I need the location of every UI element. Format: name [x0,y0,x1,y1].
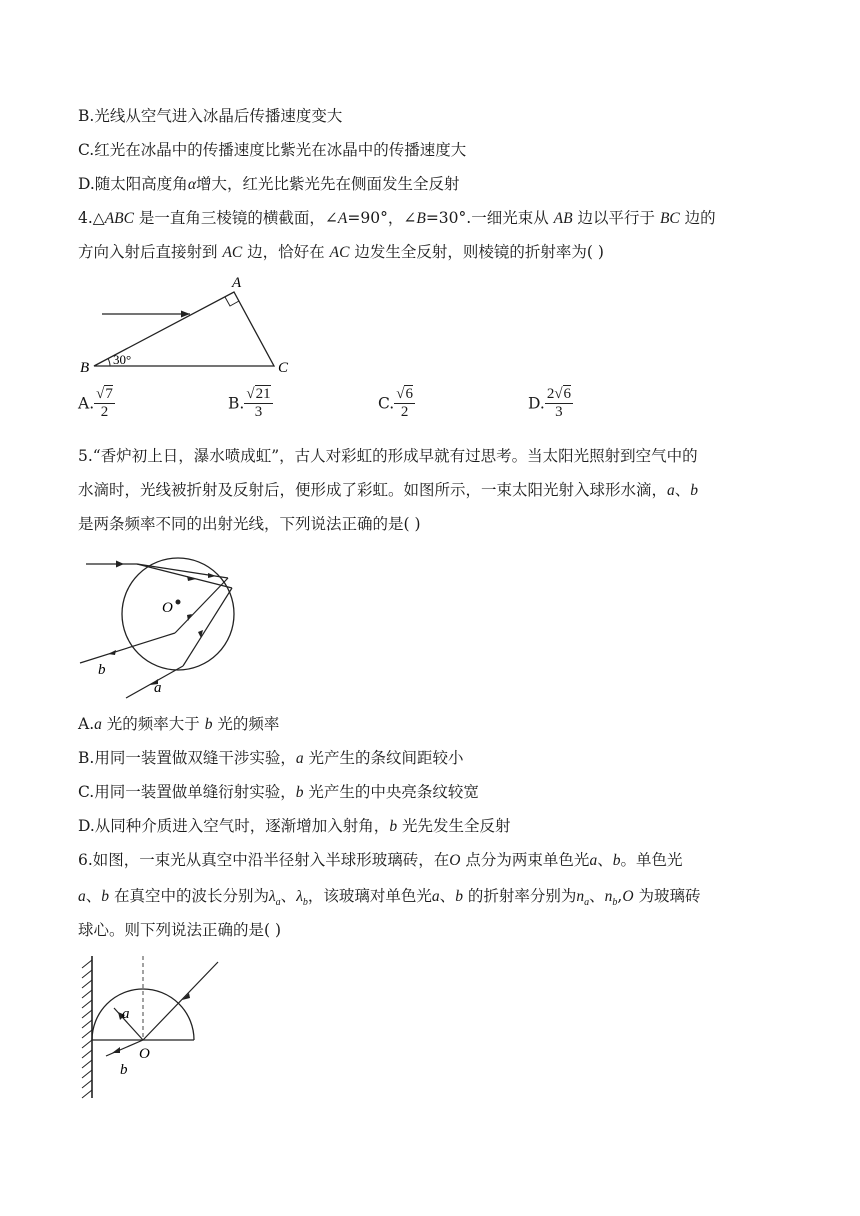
q5-stem-line1: 5.“香炉初上日，瀑水喷成虹”，古人对彩虹的形成早就有过思考。当太阳光照射到空气中的 [78,447,698,465]
q5-raindrop-figure [78,550,258,704]
q4-angle-label: 30° [113,352,132,367]
q6-label-o: O [139,1046,150,1062]
q4-prism-figure [78,272,308,382]
q5-label-o: O [162,600,173,616]
q4-option-a: A. $\frac{√7}{2}$ [78,386,113,420]
q6-label-b: b [120,1062,128,1078]
q3-option-c: C.红光在冰晶中的传播速度比紫光在冰晶中的传播速度大 [78,141,467,159]
q6-stem-line3: 球心。则下列说法正确的是( ) [78,921,282,939]
q4-option-c: C. $\frac{√6}{2}$ [378,386,413,420]
q4-label-a: A [232,275,242,291]
q6-hemisphere-figure [78,952,238,1100]
q3-option-b: B.光线从空气进入冰晶后传播速度变大 [78,107,343,125]
q5-option-d: D.从同种介质进入空气时，逐渐增加入射角，b 光先发生全反射 [78,817,511,835]
q4-stem-line2: 方向入射后直接射到 AC 边，恰好在 AC 边发生全反射，则棱镜的折射率为( ) [78,243,604,261]
q4-label-c: C [278,360,289,376]
q5-stem-line3: 是两条频率不同的出射光线，下列说法正确的是( ) [78,515,421,533]
q6-stem-line1: 6.如图，一束光从真空中沿半径射入半球形玻璃砖，在O 点分为两束单色光a、b。单色光 [78,851,683,869]
q5-stem-line2: 水滴时，光线被折射及反射后，便形成了彩虹。如图所示，一束太阳光射入球形水滴，a、b [78,481,699,499]
q4-option-b: B. $\frac{√21}{3}$ [228,386,271,420]
q4-stem-line1: 4.△ABC 是一直角三棱镜的横截面，∠A=90°，∠B=30°.一细光束从 AB 边以平行于 BC 边的 [78,209,716,227]
q4-label-b: B [80,360,90,376]
q4-option-d: D. $\frac{2√6}{3}$ [528,386,572,420]
q3-option-d: D.随太阳高度角α增大，红光比紫光先在侧面发生全反射 [78,175,460,193]
q5-option-c: C.用同一装置做单缝衍射实验，b 光产生的中央亮条纹较宽 [78,783,479,801]
q5-option-a: A.a 光的频率大于 b 光的频率 [78,715,280,733]
q6-label-a: a [122,1006,130,1022]
q5-option-b: B.用同一装置做双缝干涉实验，a 光产生的条纹间距较小 [78,749,464,767]
q5-label-a: a [154,680,162,696]
q6-stem-line2: a、b 在真空中的波长分别为$\lambda_a$、$\lambda_b$，该玻璃对单色光a、b 的折射率分别为$n_a$、$n_b,O$ 为玻璃砖 [78,887,701,909]
q5-label-b: b [98,662,106,678]
